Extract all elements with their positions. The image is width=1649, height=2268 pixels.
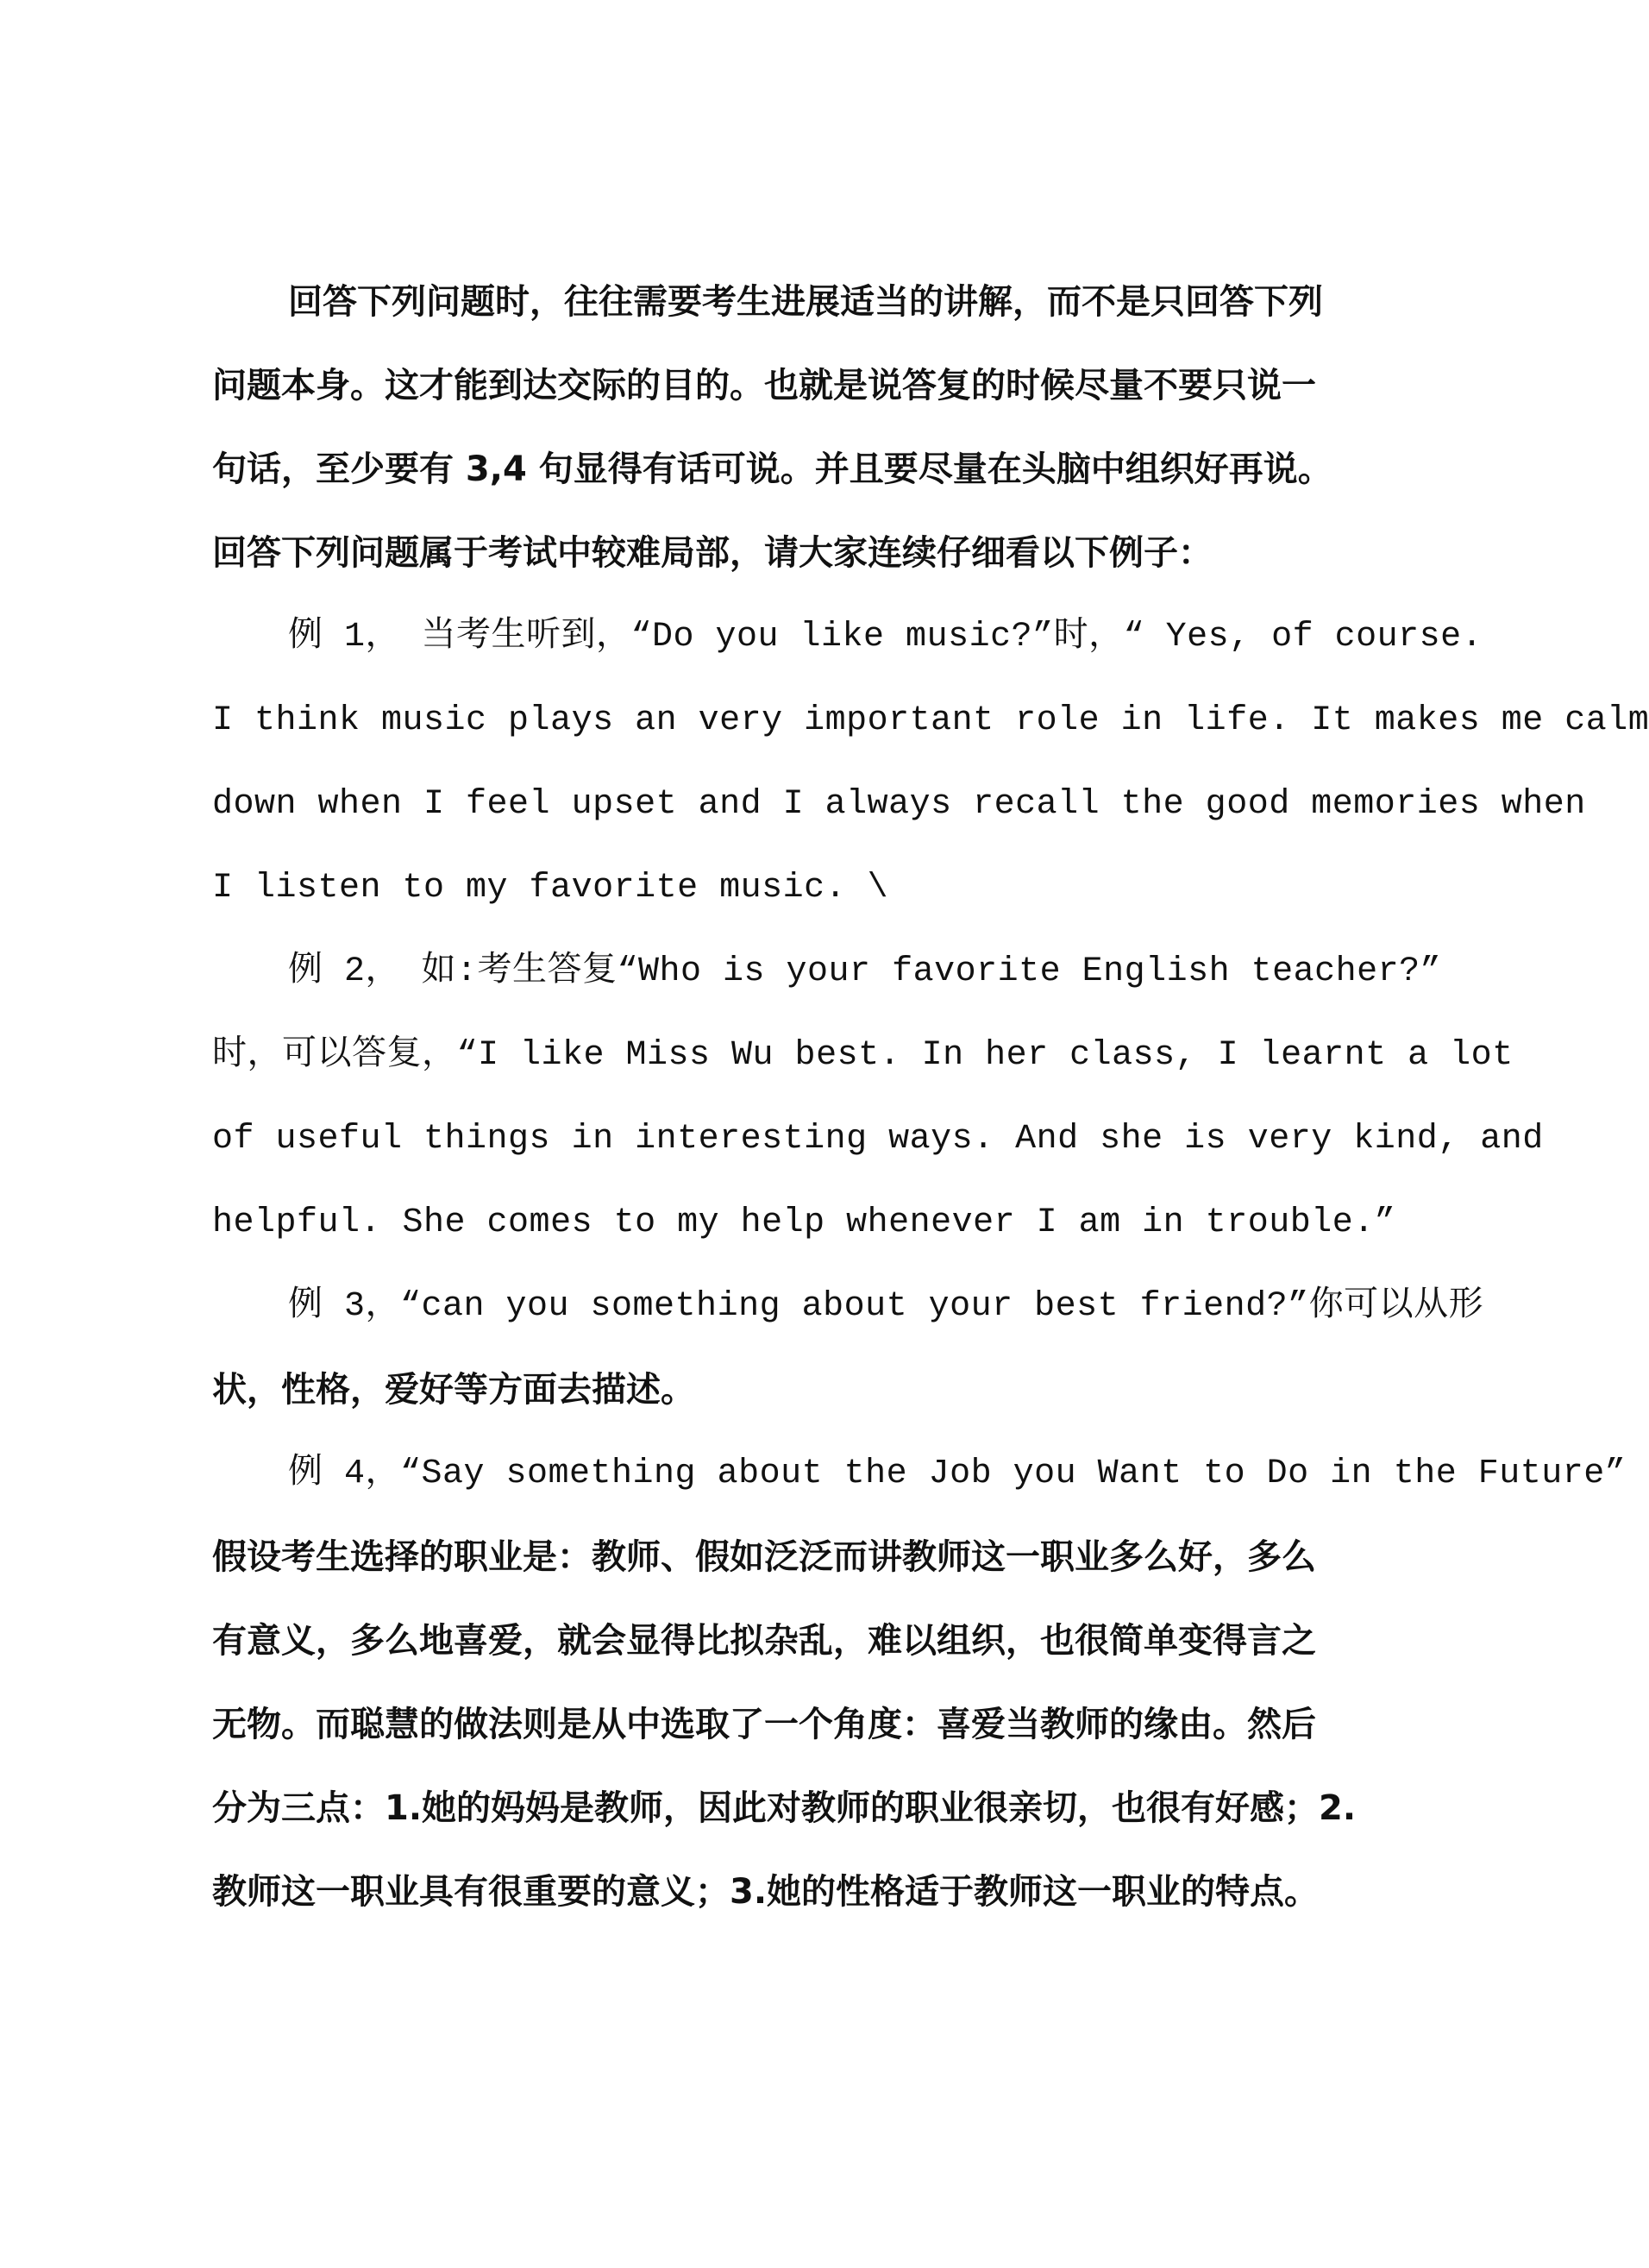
paragraph-1-line-3: 句话，至少要有 3,4 句显得有话可说。并且要尽量在头脑中组织好再说。 <box>212 449 1332 489</box>
example-1-line-1: 例 1， 当考生听到，“Do you like music?”时，“ Yes, of course. <box>288 618 1483 657</box>
example-4-line-1: 例 4，“Say something about the Job you Want to Do in the Future” <box>288 1454 1627 1493</box>
paragraph-1-line-4: 回答下列问题属于考试中较难局部，请大家连续仔细看以下例子： <box>212 533 1213 573</box>
document-body <box>212 261 1649 1934</box>
example-1-line-3: down when I feel upset and I always recall the good memories when <box>212 785 1586 824</box>
example-2-line-3: of useful things in interesting ways. And she is very kind, and <box>212 1120 1544 1159</box>
paragraph-1-line-1: 回答下列问题时，往往需要考生进展适当的讲解，而不是只回答下列 <box>288 282 1323 322</box>
example-2-line-1: 例 2， 如:考生答复“Who is your favorite English teacher?” <box>288 952 1442 991</box>
example-4-line-6: 教师这一职业具有很重要的意义；3.她的性格适于教师这一职业的特点。 <box>212 1872 1320 1912</box>
example-4-line-2: 假设考生选择的职业是：教师、假如泛泛而讲教师这一职业多么好，多么 <box>212 1537 1316 1577</box>
example-4-line-4: 无物。而聪慧的做法则是从中选取了一个角度：喜爱当教师的缘由。然后 <box>212 1705 1316 1744</box>
example-4-line-3: 有意义，多么地喜爱，就会显得比拟杂乱，难以组织，也很简单变得言之 <box>212 1621 1316 1661</box>
example-4-line-5: 分为三点：1.她的妈妈是教师，因此对教师的职业很亲切，也很有好感；2. <box>212 1788 1357 1828</box>
example-1-line-4: I listen to my favorite music. \ <box>212 869 889 908</box>
paragraph-1-line-2: 问题本身。这才能到达交际的目的。也就是说答复的时候尽量不要只说一 <box>212 366 1316 405</box>
example-1-line-2: I think music plays an very important role in life. It makes me calm <box>212 701 1649 740</box>
example-2-line-2: 时，可以答复，“I like Miss Wu best. In her class, I learnt a lot <box>212 1036 1514 1075</box>
example-3-line-2: 状，性格，爱好等方面去描述。 <box>212 1370 695 1410</box>
example-3-line-1: 例 3，“can you something about your best friend?”你可以从形 <box>288 1287 1484 1326</box>
example-2-line-4: helpful. She comes to my help whenever I am in trouble.” <box>212 1203 1396 1242</box>
